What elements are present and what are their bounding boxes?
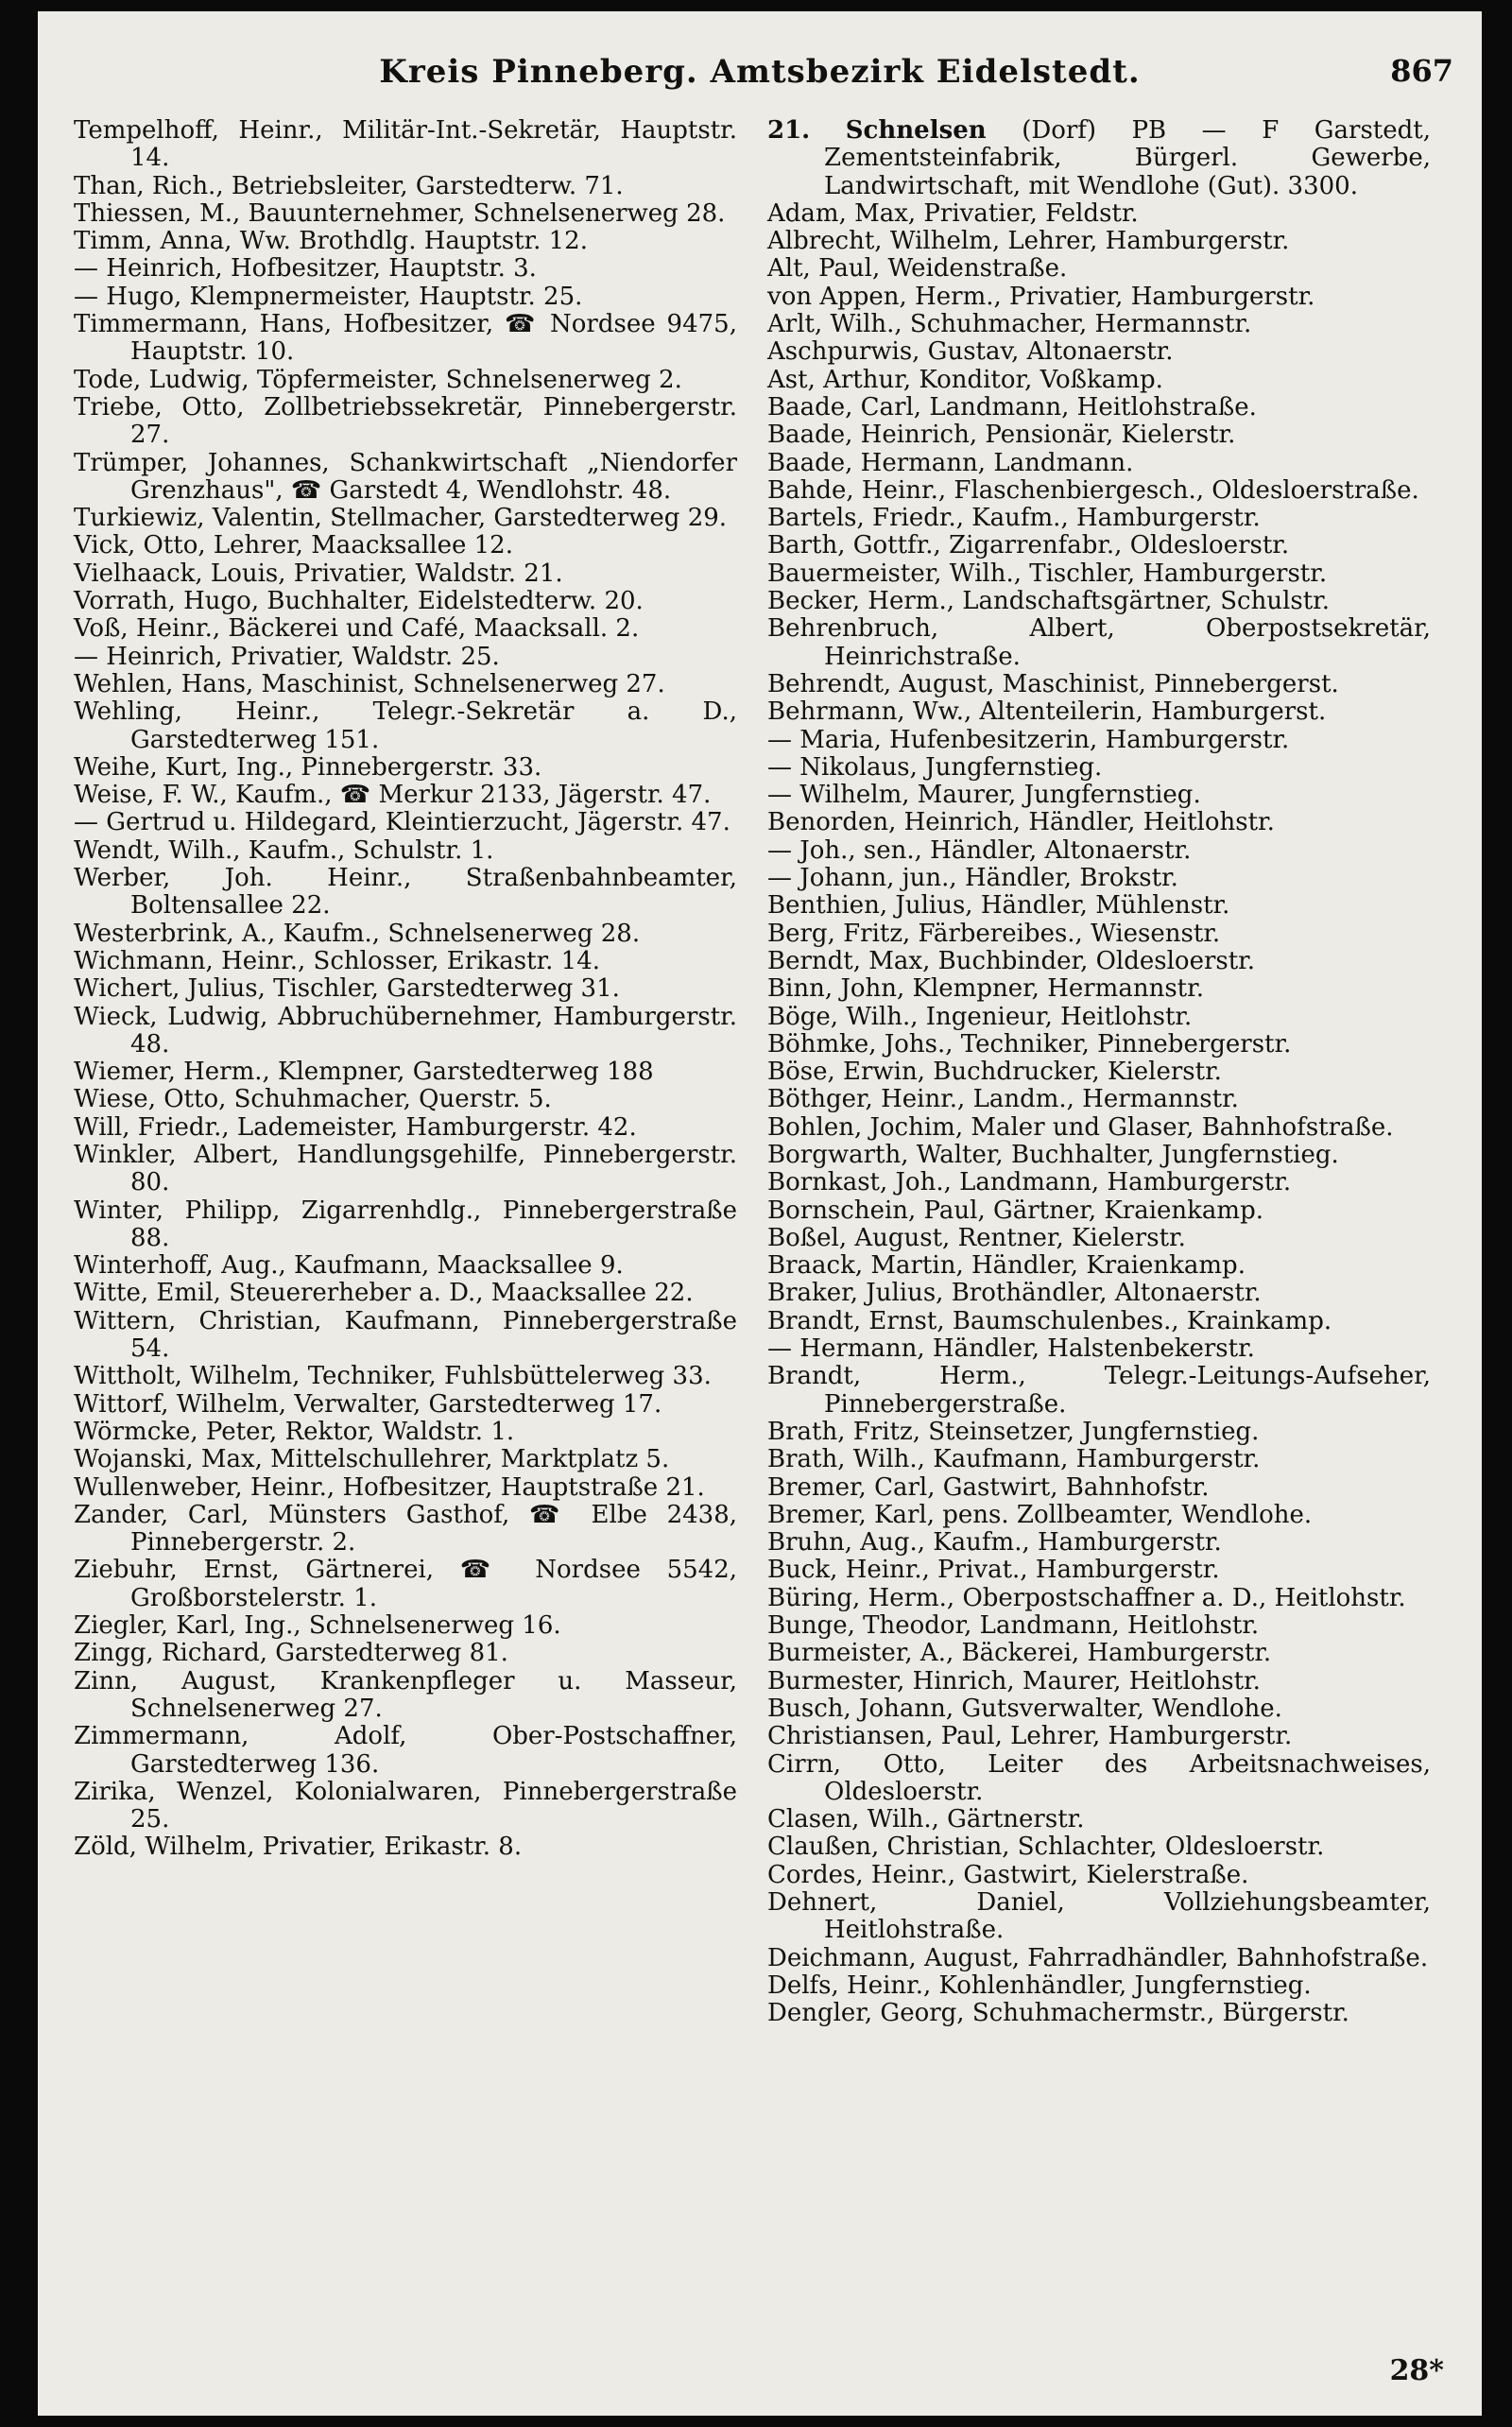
directory-entry: Arlt, Wilh., Schuhmacher, Hermannstr. [767, 310, 1252, 339]
directory-entry: Witte, Emil, Steuererheber a. D., Maacksallee 22. [74, 1279, 694, 1308]
directory-entry: Böse, Erwin, Buchdrucker, Kielerstr. [767, 1058, 1222, 1087]
directory-entry: Deichmann, August, Fahrradhändler, Bahnhofstraße. [767, 1943, 1429, 1972]
directory-entry: Baade, Carl, Landmann, Heitlohstraße. [767, 392, 1257, 422]
directory-entry: Zöld, Wilhelm, Privatier, Erikastr. 8. [74, 1833, 523, 1862]
directory-entry: Than, Rich., Betriebsleiter, Garstedterw. 71. [74, 171, 624, 200]
directory-entry: Winterhoff, Aug., Kaufmann, Maacksallee 9. [74, 1251, 624, 1281]
directory-entry: Benthien, Julius, Händler, Mühlenstr. [767, 891, 1230, 921]
directory-entry: Turkiewiz, Valentin, Stellmacher, Garstedterweg 29. [74, 504, 728, 533]
directory-entry: Büring, Herm., Oberpostschaffner a. D., Heitlohstr. [767, 1583, 1406, 1612]
directory-entry: Behrmann, Ww., Altenteilerin, Hamburgerst. [767, 697, 1327, 727]
directory-entry: Baade, Hermann, Landmann. [767, 448, 1134, 477]
directory-entry: Berndt, Max, Buchbinder, Oldesloerstr. [767, 946, 1256, 975]
directory-entry: Bartels, Friedr., Kaufm., Hamburgerstr. [767, 504, 1261, 533]
directory-entry: Braker, Julius, Brothändler, Altonaerstr. [767, 1279, 1262, 1308]
directory-entry: Timmermann, Hans, Hofbesitzer, ☎ Nordsee 9475, Hauptstr. 10. [74, 310, 737, 367]
directory-entry: Behrenbruch, Albert, Oberpostsekretär, Heinrichstraße. [767, 614, 1431, 671]
directory-entry: Dehnert, Daniel, Vollziehungsbeamter, Heitlohstraße. [767, 1888, 1431, 1945]
directory-entry: — Wilhelm, Maurer, Jungfernstieg. [767, 781, 1201, 810]
directory-entry: Voß, Heinr., Bäckerei und Café, Maacksall. 2. [74, 614, 640, 644]
directory-entry: Zingg, Richard, Garstedterweg 81. [74, 1639, 508, 1668]
directory-entry: Binn, John, Klempner, Hermannstr. [767, 974, 1204, 1004]
page-header [38, 53, 1482, 106]
directory-entry: Delfs, Heinr., Kohlenhändler, Jungfernstieg. [767, 1971, 1312, 2000]
directory-entry: Vorrath, Hugo, Buchhalter, Eidelstedterw. 20. [74, 587, 644, 616]
directory-entry: Benorden, Heinrich, Händler, Heitlohstr. [767, 808, 1275, 837]
directory-entry: Winkler, Albert, Handlungsgehilfe, Pinnebergerstr. 80. [74, 1140, 737, 1197]
directory-entry: — Maria, Hufenbesitzerin, Hamburgerstr. [767, 725, 1290, 754]
directory-entry: Winter, Philipp, Zigarrenhdlg., Pinnebergerstraße 88. [74, 1196, 737, 1252]
section-heading [767, 117, 1431, 200]
directory-entry: Burmeister, A., Bäckerei, Hamburgerstr. [767, 1639, 1272, 1668]
directory-entry: Triebe, Otto, Zollbetriebssekretär, Pinnebergerstr. 27. [74, 392, 737, 450]
directory-entry: — Nikolaus, Jungfernstieg. [767, 752, 1103, 782]
directory-entry: Brandt, Ernst, Baumschulenbes., Krainkamp. [767, 1306, 1332, 1335]
directory-entry: Tode, Ludwig, Töpfermeister, Schnelsenerweg 2. [74, 365, 682, 394]
page-number: 867 [1390, 53, 1453, 89]
directory-entry: Vick, Otto, Lehrer, Maacksallee 12. [74, 531, 513, 560]
directory-entry: Cirrn, Otto, Leiter des Arbeitsnachweises, Oldesloerstr. [767, 1749, 1431, 1806]
directory-entry: Trümper, Johannes, Schankwirtschaft „Niendorfer Grenzhaus", ☎ Garstedt 4, Wendlohstr. 48. [74, 448, 737, 505]
directory-entry: Wehlen, Hans, Maschinist, Schnelsenerweg 27. [74, 669, 665, 698]
directory-entry: Böhmke, Johs., Techniker, Pinnebergerstr. [767, 1029, 1292, 1059]
directory-entry: Albrecht, Wilhelm, Lehrer, Hamburgerstr. [767, 227, 1290, 256]
directory-entry: Brath, Fritz, Steinsetzer, Jungfernstieg. [767, 1417, 1260, 1446]
directory-entry: Bahde, Heinr., Flaschenbiergesch., Oldesloerstraße. [767, 475, 1419, 505]
directory-entry: Ziegler, Karl, Ing., Schnelsenerweg 16. [74, 1611, 561, 1641]
directory-entry: Zimmermann, Adolf, Ober-Postschaffner, Garstedterweg 136. [74, 1722, 737, 1779]
directory-entry: Wittorf, Wilhelm, Verwalter, Garstedterweg 17. [74, 1389, 662, 1419]
directory-entry: Wiese, Otto, Schuhmacher, Querstr. 5. [74, 1085, 552, 1114]
directory-entry: Wullenweber, Heinr., Hofbesitzer, Hauptstraße 21. [74, 1472, 705, 1502]
directory-entry: — Joh., sen., Händler, Altonaerstr. [767, 835, 1192, 865]
right-column [767, 117, 1431, 2027]
directory-entry: Behrendt, August, Maschinist, Pinnebergerst. [767, 669, 1339, 698]
left-column [74, 117, 737, 1862]
directory-entry: Thiessen, M., Bauunternehmer, Schnelsenerweg 28. [74, 198, 726, 228]
section-description: (Dorf) PB — F Garstedt, Zementsteinfabrik, Bürgerl. Gewerbe, Landwirtschaft, mit Wendlohe (Gut). 3300. [824, 116, 1431, 200]
directory-entry: Burmester, Hinrich, Maurer, Heitlohstr. [767, 1666, 1261, 1695]
directory-entry: Wichert, Julius, Tischler, Garstedterweg 31. [74, 974, 620, 1004]
directory-entry: Böthger, Heinr., Landm., Hermannstr. [767, 1085, 1239, 1114]
directory-entry: Wichmann, Heinr., Schlosser, Erikastr. 14. [74, 946, 601, 975]
directory-entry: Wieck, Ludwig, Abbruchübernehmer, Hamburgerstr. 48. [74, 1002, 737, 1059]
directory-entry: Borgwarth, Walter, Buchhalter, Jungfernstieg. [767, 1140, 1339, 1169]
directory-entry: Werber, Joh. Heinr., Straßenbahnbeamter, Boltensallee 22. [74, 864, 737, 921]
directory-entry: Bohlen, Jochim, Maler und Glaser, Bahnhofstraße. [767, 1112, 1394, 1142]
directory-entry: Zirika, Wenzel, Kolonialwaren, Pinnebergerstraße 25. [74, 1777, 737, 1834]
directory-entry: Alt, Paul, Weidenstraße. [767, 254, 1068, 284]
directory-entry: Baade, Heinrich, Pensionär, Kielerstr. [767, 421, 1236, 450]
directory-entry: Weise, F. W., Kaufm., ☎ Merkur 2133, Jägerstr. 47. [74, 781, 712, 810]
directory-entry: Weihe, Kurt, Ing., Pinnebergerstr. 33. [74, 752, 542, 782]
directory-entry: Zander, Carl, Münsters Gasthof, ☎ Elbe 2438, Pinnebergerstr. 2. [74, 1500, 737, 1558]
directory-page [38, 11, 1482, 2416]
directory-entry: Adam, Max, Privatier, Feldstr. [767, 198, 1139, 228]
directory-entry: Will, Friedr., Lademeister, Hamburgerstr. 42. [74, 1112, 637, 1142]
directory-entry: Buck, Heinr., Privat., Hamburgerstr. [767, 1556, 1220, 1585]
directory-entry: Cordes, Heinr., Gastwirt, Kielerstraße. [767, 1860, 1249, 1889]
directory-entry: — Johann, jun., Händler, Brokstr. [767, 864, 1178, 893]
directory-entry: Braack, Martin, Händler, Kraienkamp. [767, 1251, 1246, 1281]
directory-entry: Böge, Wilh., Ingenieur, Heitlohstr. [767, 1002, 1193, 1031]
directory-entry: Dengler, Georg, Schuhmachermstr., Bürgerstr. [767, 1999, 1349, 2028]
directory-entry: — Hermann, Händler, Halstenbekerstr. [767, 1334, 1255, 1364]
directory-entry: Brath, Wilh., Kaufmann, Hamburgerstr. [767, 1445, 1261, 1474]
directory-entry: — Hugo, Klempnermeister, Hauptstr. 25. [74, 282, 583, 311]
directory-entry: Barth, Gottfr., Zigarrenfabr., Oldesloerstr. [767, 531, 1290, 560]
directory-entry: Zinn, August, Krankenpfleger u. Masseur, Schnelsenerweg 27. [74, 1666, 737, 1723]
directory-entry: Boßel, August, Rentner, Kielerstr. [767, 1223, 1186, 1252]
running-title: Kreis Pinneberg. Amtsbezirk Eidelstedt. [379, 53, 1141, 91]
directory-entry: Wittholt, Wilhelm, Techniker, Fuhlsbüttelerweg 33. [74, 1362, 712, 1391]
directory-entry: Bornschein, Paul, Gärtner, Kraienkamp. [767, 1196, 1263, 1225]
directory-entry: Wehling, Heinr., Telegr.-Sekretär a. D., Garstedterweg 151. [74, 697, 737, 754]
directory-entry: Timm, Anna, Ww. Brothdlg. Hauptstr. 12. [74, 227, 588, 256]
directory-entry: Wiemer, Herm., Klempner, Garstedterweg 188 [74, 1058, 654, 1087]
directory-entry: Aschpurwis, Gustav, Altonaerstr. [767, 337, 1174, 367]
directory-entry: von Appen, Herm., Privatier, Hamburgerstr. [767, 282, 1315, 311]
directory-entry: Bauermeister, Wilh., Tischler, Hamburgerstr. [767, 559, 1328, 588]
directory-entry: Berg, Fritz, Färbereibes., Wiesenstr. [767, 919, 1221, 948]
directory-entry: Wojanski, Max, Mittelschullehrer, Marktplatz 5. [74, 1445, 670, 1474]
directory-entry: Bremer, Carl, Gastwirt, Bahnhofstr. [767, 1472, 1210, 1502]
directory-entry: Wörmcke, Peter, Rektor, Waldstr. 1. [74, 1417, 515, 1446]
directory-entry: Tempelhoff, Heinr., Militär-Int.-Sekretär, Hauptstr. 14. [74, 116, 737, 173]
directory-entry: Brandt, Herm., Telegr.-Leitungs-Aufseher, Pinnebergerstraße. [767, 1362, 1431, 1419]
directory-entry: Ziebuhr, Ernst, Gärtnerei, ☎ Nordsee 5542, Großborstelerstr. 1. [74, 1556, 737, 1612]
directory-entry: — Gertrud u. Hildegard, Kleintierzucht, Jägerstr. 47. [74, 808, 730, 837]
directory-entry: Claußen, Christian, Schlachter, Oldesloerstr. [767, 1833, 1325, 1862]
directory-entry: Ast, Arthur, Konditor, Voßkamp. [767, 365, 1163, 394]
directory-entry: Vielhaack, Louis, Privatier, Waldstr. 21. [74, 559, 563, 588]
directory-entry: Becker, Herm., Landschaftsgärtner, Schulstr. [767, 587, 1331, 616]
directory-entry: — Heinrich, Hofbesitzer, Hauptstr. 3. [74, 254, 537, 284]
section-number: 21. [767, 116, 811, 145]
directory-entry: Bunge, Theodor, Landmann, Heitlohstr. [767, 1611, 1260, 1641]
directory-entry: Wittern, Christian, Kaufmann, Pinnebergerstraße 54. [74, 1306, 737, 1364]
directory-entry: Bornkast, Joh., Landmann, Hamburgerstr. [767, 1168, 1292, 1197]
directory-entry: Bruhn, Aug., Kaufm., Hamburgerstr. [767, 1528, 1222, 1558]
directory-entry: — Heinrich, Privatier, Waldstr. 25. [74, 642, 500, 671]
directory-entry: Clasen, Wilh., Gärtnerstr. [767, 1805, 1085, 1834]
directory-entry: Christiansen, Paul, Lehrer, Hamburgerstr. [767, 1722, 1293, 1751]
directory-entry: Busch, Johann, Gutsverwalter, Wendlohe. [767, 1694, 1282, 1723]
sheet-signature: 28* [1389, 2354, 1444, 2387]
directory-entry: Wendt, Wilh., Kaufm., Schulstr. 1. [74, 835, 494, 865]
directory-entry: Westerbrink, A., Kaufm., Schnelsenerweg 28. [74, 919, 641, 948]
section-name: Schnelsen [845, 116, 987, 145]
directory-entry: Bremer, Karl, pens. Zollbeamter, Wendlohe. [767, 1500, 1313, 1529]
